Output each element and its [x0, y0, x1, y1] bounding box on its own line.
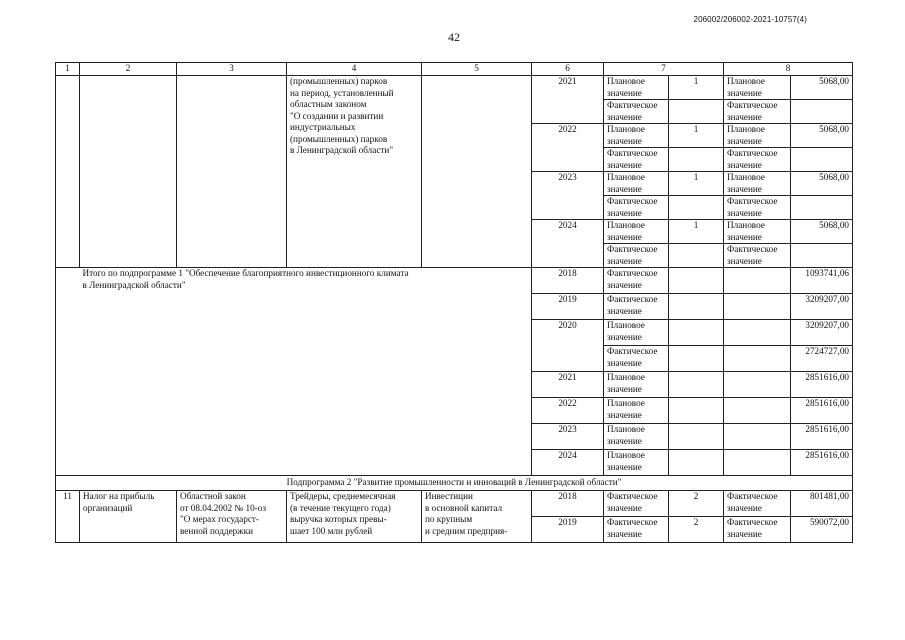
subprogram-title: Подпрограмма 2 "Развитие промышленности и инноваций в Ленинградской области": [56, 476, 853, 491]
value-cell: 2851616,00: [791, 372, 853, 398]
row-number: 11: [56, 491, 80, 543]
header-row: [56, 63, 853, 76]
measure-description: (промышленных) парков на период, установленный областным законом "О создании и развитии индустриальных (промышленных) парков в Ленинградской области": [287, 76, 422, 268]
fact-label: Фактическое значение: [604, 491, 669, 517]
year-cell: 2019: [532, 294, 604, 320]
plan-label: Плановое значение: [604, 220, 669, 244]
table-row: [56, 76, 853, 100]
header-cell: 2: [80, 63, 177, 76]
count-cell: 1: [669, 220, 724, 244]
value-cell: 2724727,00: [791, 346, 853, 372]
value-cell: 801481,00: [791, 491, 853, 517]
data-table: [55, 62, 853, 543]
type-label: Плановое значение: [604, 424, 669, 450]
document-id: 206002/206002-2021-10757(4): [693, 15, 807, 24]
plan-label: Плановое значение: [724, 172, 791, 196]
type-label: Плановое значение: [604, 320, 669, 346]
fact-label: Фактическое значение: [724, 244, 791, 268]
type-label: Плановое значение: [604, 398, 669, 424]
fact-label: Фактическое значение: [604, 244, 669, 268]
year-cell: 2023: [532, 424, 604, 450]
year-cell: 2022: [532, 124, 604, 172]
count-cell: 2: [669, 517, 724, 543]
header-cell: 7: [604, 63, 724, 76]
type-label: Фактическое значение: [604, 294, 669, 320]
year-cell: 2021: [532, 76, 604, 124]
fact-label: Фактическое значение: [724, 491, 791, 517]
plan-label: Плановое значение: [604, 172, 669, 196]
section-row: [56, 476, 853, 491]
value-cell: 5068,00: [791, 124, 853, 148]
header-cell: 8: [724, 63, 853, 76]
fact-label: Фактическое значение: [604, 148, 669, 172]
year-cell: 2018: [532, 268, 604, 294]
count-cell: 1: [669, 172, 724, 196]
value-cell: 1093741,06: [791, 268, 853, 294]
beneficiary-category: Трейдеры, среднемесячная (в течение текущего года) выручка которых превы- шает 100 млн рублей: [287, 491, 422, 543]
type-label: Плановое значение: [604, 372, 669, 398]
plan-label: Плановое значение: [604, 124, 669, 148]
value-cell: 2851616,00: [791, 450, 853, 476]
value-cell: 590072,00: [791, 517, 853, 543]
header-cell: 3: [177, 63, 287, 76]
indicator-name: Инвестиции в основной капитал по крупным и средним предприя-: [422, 491, 532, 543]
fact-label: Фактическое значение: [724, 100, 791, 124]
fact-label: Фактическое значение: [604, 100, 669, 124]
header-cell: 5: [422, 63, 532, 76]
value-cell: 2851616,00: [791, 424, 853, 450]
year-cell: 2019: [532, 517, 604, 543]
count-cell: 1: [669, 124, 724, 148]
fact-label: Фактическое значение: [604, 517, 669, 543]
value-cell: 5068,00: [791, 220, 853, 244]
fact-label: Фактическое значение: [724, 517, 791, 543]
fact-label: Фактическое значение: [724, 148, 791, 172]
year-cell: 2018: [532, 491, 604, 517]
year-cell: 2024: [532, 220, 604, 268]
table-row: [56, 491, 853, 517]
header-cell: 4: [287, 63, 422, 76]
table-row: [56, 268, 853, 294]
year-cell: 2021: [532, 372, 604, 398]
header-cell: 1: [56, 63, 80, 76]
page-number: 42: [448, 30, 460, 44]
plan-label: Плановое значение: [724, 124, 791, 148]
plan-label: Плановое значение: [604, 76, 669, 100]
fact-label: Фактическое значение: [724, 196, 791, 220]
legal-basis: Областной закон от 08.04.2002 № 10-оз "О мерах государст- венной поддержки: [177, 491, 287, 543]
count-cell: 1: [669, 76, 724, 100]
value-cell: 3209207,00: [791, 320, 853, 346]
year-cell: 2022: [532, 398, 604, 424]
year-cell: 2020: [532, 320, 604, 372]
value-cell: 5068,00: [791, 172, 853, 196]
year-cell: 2024: [532, 450, 604, 476]
header-cell: 6: [532, 63, 604, 76]
plan-label: Плановое значение: [724, 220, 791, 244]
plan-label: Плановое значение: [724, 76, 791, 100]
value-cell: 5068,00: [791, 76, 853, 100]
type-label: Фактическое значение: [604, 346, 669, 372]
value-cell: 3209207,00: [791, 294, 853, 320]
type-label: Фактическое значение: [604, 268, 669, 294]
fact-label: Фактическое значение: [604, 196, 669, 220]
tax-name: Налог на прибыль организаций: [80, 491, 177, 543]
type-label: Плановое значение: [604, 450, 669, 476]
value-cell: 2851616,00: [791, 398, 853, 424]
subprogram-total-label: Итого по подпрограмме 1 "Обеспечение благоприятного инвестиционного климата в Ленинградской области": [80, 268, 532, 476]
year-cell: 2023: [532, 172, 604, 220]
count-cell: 2: [669, 491, 724, 517]
